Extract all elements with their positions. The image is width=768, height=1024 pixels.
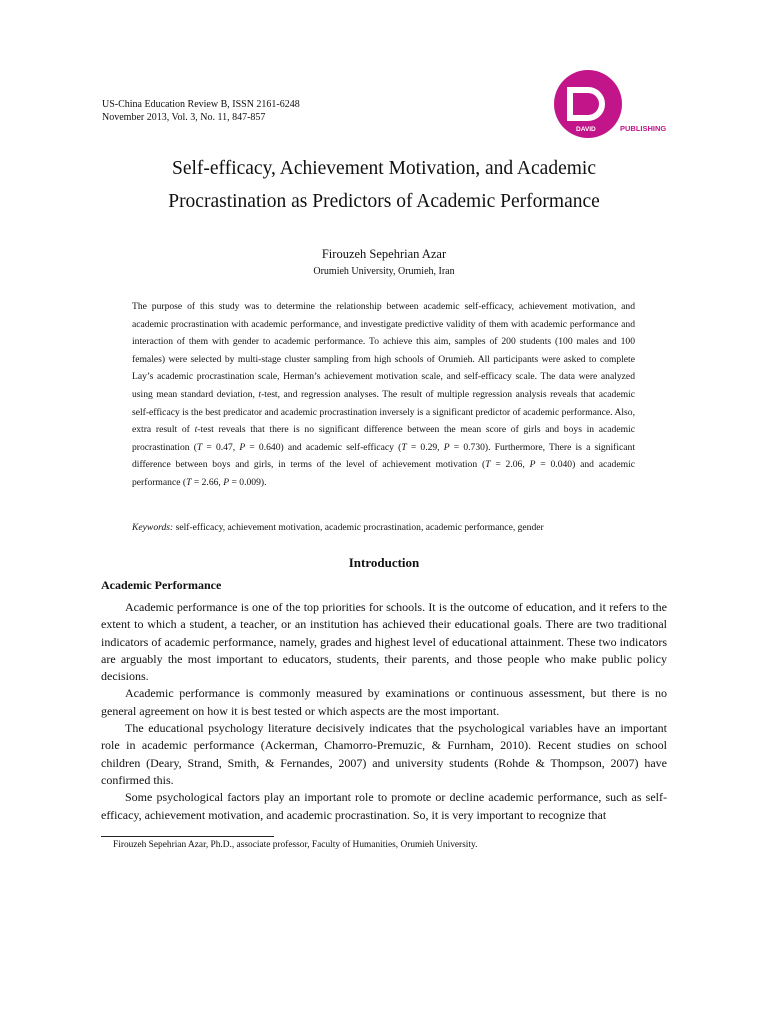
publisher-logo — [550, 70, 678, 140]
abstract-italic: T — [401, 441, 407, 453]
abstract — [132, 298, 635, 492]
footnote-rule — [101, 836, 274, 837]
author-name: Firouzeh Sepehrian Azar — [321, 247, 447, 261]
abstract-text: The purpose of this study was to determine the relationship between academic self-efficacy, achievement motivation, and academic procrastination with academic performance, and investigate predictive validity of them with academic performance and interaction of them with gender to academic performance. To achieve this aim, samples of 200 students (100 males and 100 females) were selected by multi-stage cluster sampling from high schools of Orumieh. All participants were asked to complete Lay’s academic procrastination scale, Herman’s achievement motivation scale, and self-efficacy scale. The data were analyzed using mean standard deviation, — [132, 301, 635, 400]
section-heading-introduction: Introduction — [348, 555, 420, 570]
journal-issue: November 2013, Vol. 3, No. 11, 847-857 — [102, 111, 266, 123]
title-line-1: Self-efficacy, Achievement Motivation, and Academic — [172, 158, 596, 179]
abstract-italic: T — [186, 476, 192, 488]
journal-issn: US-China Education Review B, ISSN 2161-6248 — [102, 99, 300, 110]
abstract-italic: t — [194, 424, 198, 436]
keywords-label: Keywords: — [132, 522, 174, 533]
abstract-text: = 2.06, — [490, 459, 530, 471]
abstract-italic: P — [239, 441, 246, 453]
paragraph: The educational psychology literature decisively indicates that the psychological variables have an important role in academic performance (Ackerman, Chamorro-Premuzic, & Furnham, 2010). Recent studies on school children (Deary, Strand, Smith, & Fernandes, 2007) and university students (Rohde & Thompson, 2007) have confirmed this. — [101, 721, 667, 787]
abstract-italic: P — [223, 476, 230, 488]
paragraph: Academic performance is commonly measured by examinations or continuous assessment, but there is no general agreement on how it is best tested or which aspects are the most important. — [101, 686, 667, 718]
abstract-italic: T — [196, 441, 203, 453]
logo-text-david: DAVID — [576, 126, 596, 133]
abstract-text: = 0.009). — [229, 476, 267, 488]
article-title — [100, 152, 668, 218]
author-affiliation: Orumieh University, Orumieh, Iran — [313, 266, 455, 277]
abstract-text: = 2.66, — [191, 476, 224, 488]
abstract-text: = 0.640) and academic self-efficacy ( — [245, 441, 402, 453]
title-line-2: Procrastination as Predictors of Academic Performance — [168, 191, 600, 212]
abstract-italic: t — [258, 388, 262, 400]
keywords — [132, 521, 642, 535]
paragraph: Academic performance is one of the top priorities for schools. It is the outcome of education, and it refers to the extent to which a student, a teacher, or an institution has achieved their educational goals. There are two traditional indicators of academic performance, namely, grades and highest level of educational attainment. These two indicators are arguably the most important to educators, students, their parents, and those people who make public policy decisions. — [101, 600, 667, 684]
keywords-text: self-efficacy, achievement motivation, academic procrastination, academic performance, gender — [173, 522, 544, 533]
abstract-text: = 0.47, — [202, 441, 240, 453]
paragraph: Some psychological factors play an important role to promote or decline academic performance, such as self-efficacy, achievement motivation, and academic procrastination. So, it is very important to recognize that — [101, 790, 667, 822]
abstract-text: = 0.040) and academic performance ( — [132, 459, 636, 488]
abstract-text: -test reveals that there is no significant difference between the mean score of girls and boys in academic procrastination ( — [132, 424, 636, 453]
subsection-heading: Academic Performance — [101, 578, 222, 592]
footnote: Firouzeh Sepehrian Azar, Ph.D., associate professor, Faculty of Humanities, Orumieh University. — [113, 840, 478, 850]
david-publishing-logo-icon — [550, 70, 678, 140]
abstract-italic: P — [443, 441, 450, 453]
abstract-text: = 0.730). Furthermore, There is a significant difference between boys and girls, in terms of the level of achievement motivation ( — [132, 441, 635, 471]
logo-text-publishing: PUBLISHING — [620, 124, 667, 133]
abstract-italic: T — [485, 459, 491, 471]
abstract-text: = 0.29, — [406, 441, 444, 453]
body-text — [101, 599, 667, 824]
abstract-italic: P — [529, 459, 536, 471]
abstract-text: -test, and regression analyses. The result of multiple regression analysis reveals that academic self-efficacy is the best predicator and academic procrastination inversely is a significant predictor of academic performance. Also, extra result of — [132, 388, 635, 436]
journal-info — [102, 99, 300, 124]
